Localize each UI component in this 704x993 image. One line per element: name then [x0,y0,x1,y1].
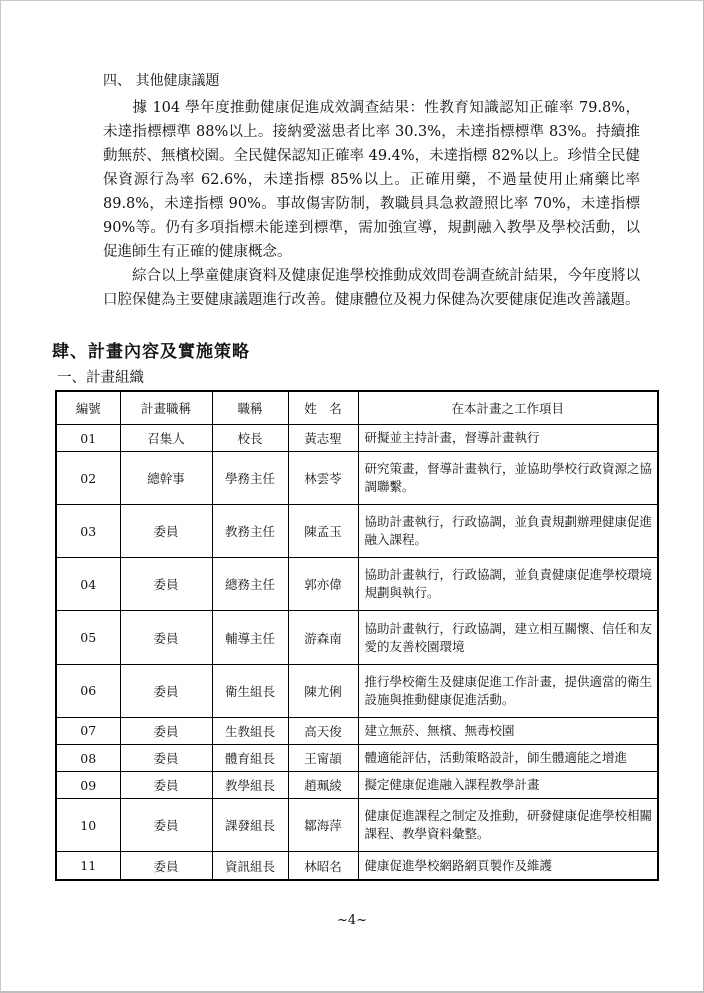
cell-tasks: 健康促進學校網路網頁製作及維護 [358,852,658,880]
paragraph-text: 綜合以上學童健康資料及健康促進學校推動成效問卷調查統計結果，今年度將以口腔保健為主要健康議題進行改善。健康體位及視力保健為次要健康促進改善議題。 [103,268,640,308]
col-header-name: 姓 名 [288,391,358,425]
cell-job-title: 學務主任 [212,452,288,505]
paragraph-summary [103,264,640,312]
cell-plan-role: 委員 [120,717,212,744]
cell-plan-role: 委員 [120,852,212,880]
table-row [56,611,658,664]
subsection-heading: 一、計畫組織 [57,370,144,386]
cell-number: 01 [56,425,120,452]
table-row [56,717,658,744]
cell-number: 06 [56,664,120,717]
table-row [56,425,658,452]
cell-job-title: 資訊組長 [212,852,288,880]
table-row [56,505,658,558]
cell-tasks: 協助計畫執行，行政協調，並負責健康促進學校環境規劃與執行。 [358,558,658,611]
plan-organization-table [55,390,659,881]
cell-plan-role: 召集人 [120,425,212,452]
cell-name: 趙珮綾 [288,772,358,799]
cell-job-title: 衛生組長 [212,664,288,717]
cell-tasks: 協助計畫執行，行政協調，並負責規劃辦理健康促進融入課程。 [358,505,658,558]
cell-tasks: 推行學校衛生及健康促進工作計畫，提供適當的衛生設施與推動健康促進活動。 [358,664,658,717]
cell-plan-role: 委員 [120,772,212,799]
cell-job-title: 教學組長 [212,772,288,799]
cell-name: 陳尤俐 [288,664,358,717]
cell-tasks: 研究策畫，督導計畫執行，並協助學校行政資源之協調聯繫。 [358,452,658,505]
cell-job-title: 輔導主任 [212,611,288,664]
cell-tasks: 體適能評估，活動策略設計，師生體適能之增進 [358,744,658,771]
cell-name: 黃志聖 [288,425,358,452]
cell-number: 07 [56,717,120,744]
col-header-plan-role: 計畫職稱 [120,391,212,425]
cell-tasks: 協助計畫執行，行政協調，建立相互關懷、信任和友愛的友善校園環境 [358,611,658,664]
cell-tasks: 建立無菸、無檳、無毒校園 [358,717,658,744]
cell-number: 02 [56,452,120,505]
chapter-heading: 肆、計畫內容及實施策略 [52,342,250,362]
cell-job-title: 生教組長 [212,717,288,744]
table-row [56,558,658,611]
cell-name: 林昭名 [288,852,358,880]
cell-plan-role: 委員 [120,558,212,611]
cell-tasks: 研擬並主持計畫，督導計畫執行 [358,425,658,452]
cell-number: 03 [56,505,120,558]
cell-plan-role: 總幹事 [120,452,212,505]
cell-name: 郭亦偉 [288,558,358,611]
col-header-job-title: 職稱 [212,391,288,425]
table-row [56,852,658,880]
cell-plan-role: 委員 [120,505,212,558]
col-header-tasks: 在本計畫之工作項目 [358,391,658,425]
paragraph-text: 據 104 學年度推動健康促進成效調查結果：性教育知識認知正確率 79.8%，未達指標標準 88%以上。接納愛滋患者比率 30.3%，未達指標標準 83%。持續推動無菸、無檳校園。全民健保認知正確率 49.4%，未達指標 82%以上。珍惜全民健保資源行為率 62.6%，未達指標 85%以上。正確用藥，不過量使用止痛藥比率 89.8%，未達指標 90%。事故傷害防制，教職員具急救證照比率 70%，未達指標 90%等。仍有多項指標未能達到標準，需加強宣導，規劃融入教學及學校活動，以促進師生有正確的健康概念。 [103,100,641,260]
cell-plan-role: 委員 [120,611,212,664]
cell-name: 林雲苓 [288,452,358,505]
cell-plan-role: 委員 [120,799,212,852]
cell-job-title: 課發組長 [212,799,288,852]
cell-job-title: 教務主任 [212,505,288,558]
cell-plan-role: 委員 [120,664,212,717]
paragraph-health-survey [103,96,640,264]
cell-name: 鄒海萍 [288,799,358,852]
table-row [56,452,658,505]
cell-tasks: 擬定健康促進融入課程教學計畫 [358,772,658,799]
cell-job-title: 體育組長 [212,744,288,771]
table-row [56,744,658,771]
cell-name: 高天俊 [288,717,358,744]
cell-number: 04 [56,558,120,611]
section-title: 四、 其他健康議題 [103,73,220,89]
cell-number: 10 [56,799,120,852]
cell-name: 游森南 [288,611,358,664]
table-row [56,772,658,799]
cell-job-title: 校長 [212,425,288,452]
table-row [56,664,658,717]
cell-number: 08 [56,744,120,771]
col-header-number: 編號 [56,391,120,425]
cell-plan-role: 委員 [120,744,212,771]
cell-number: 05 [56,611,120,664]
cell-tasks: 健康促進課程之制定及推動，研發健康促進學校相關課程、教學資料彙整。 [358,799,658,852]
table-header-row [56,391,658,425]
cell-number: 09 [56,772,120,799]
table-row [56,799,658,852]
cell-number: 11 [56,852,120,880]
cell-name: 陳孟玉 [288,505,358,558]
page-number: ~4~ [336,913,368,928]
cell-job-title: 總務主任 [212,558,288,611]
cell-name: 王甯頡 [288,744,358,771]
